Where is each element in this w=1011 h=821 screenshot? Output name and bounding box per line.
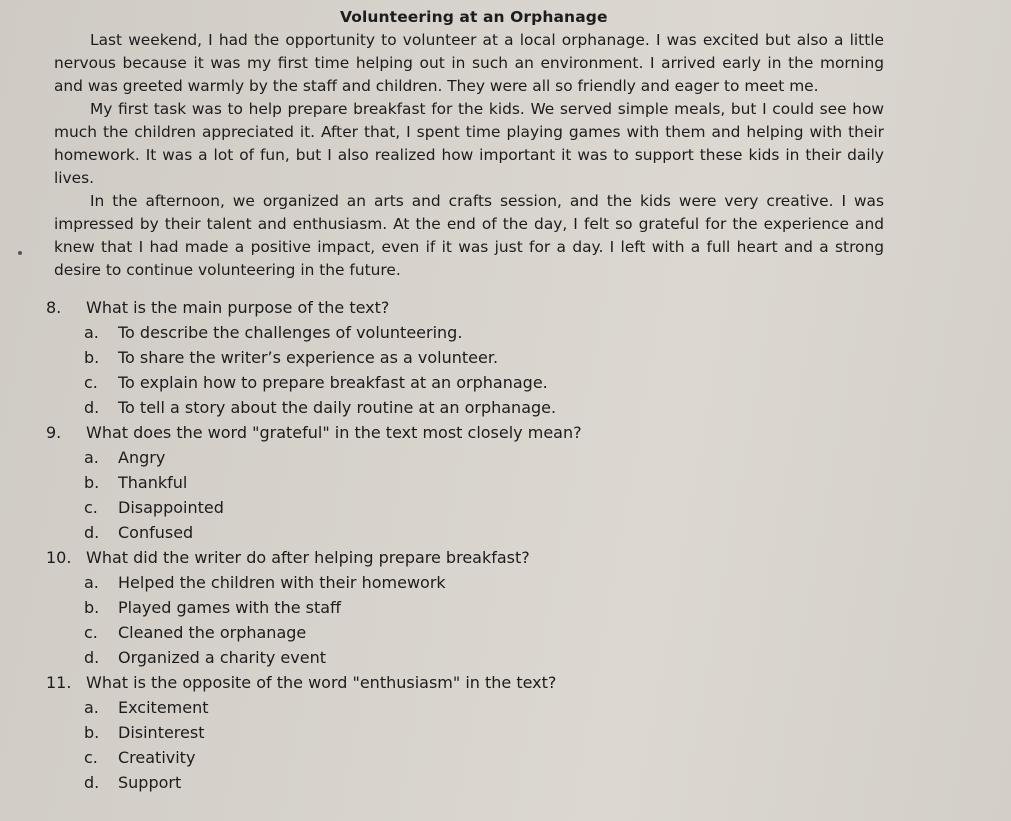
answer-options bbox=[46, 320, 646, 420]
option-text: Angry bbox=[118, 448, 166, 467]
option-letter: d. bbox=[84, 523, 100, 542]
option-text: Creativity bbox=[118, 748, 196, 767]
question-10 bbox=[46, 545, 646, 670]
answer-options bbox=[46, 695, 646, 795]
answer-option[interactable] bbox=[46, 570, 646, 595]
reading-passage bbox=[54, 29, 884, 282]
option-text: To share the writer’s experience as a volunteer. bbox=[118, 348, 499, 367]
answer-options bbox=[46, 445, 646, 545]
question-8 bbox=[46, 295, 646, 420]
option-letter: c. bbox=[84, 373, 98, 392]
answer-option[interactable] bbox=[46, 395, 646, 420]
answer-option[interactable] bbox=[46, 645, 646, 670]
option-letter: c. bbox=[84, 623, 98, 642]
option-text: To describe the challenges of volunteering. bbox=[118, 323, 463, 342]
option-letter: b. bbox=[84, 348, 100, 367]
option-letter: a. bbox=[84, 323, 99, 342]
answer-option[interactable] bbox=[46, 620, 646, 645]
option-text: Confused bbox=[118, 523, 194, 542]
option-letter: a. bbox=[84, 448, 99, 467]
question-list bbox=[46, 295, 646, 795]
answer-option[interactable] bbox=[46, 320, 646, 345]
answer-option[interactable] bbox=[46, 770, 646, 795]
option-letter: c. bbox=[84, 498, 98, 517]
question-stem bbox=[46, 420, 646, 445]
option-text: Disappointed bbox=[118, 498, 224, 517]
option-letter: b. bbox=[84, 473, 100, 492]
question-text: What is the main purpose of the text? bbox=[86, 298, 390, 317]
question-text: What did the writer do after helping prepare breakfast? bbox=[86, 548, 530, 567]
option-text: Disinterest bbox=[118, 723, 205, 742]
answer-option[interactable] bbox=[46, 520, 646, 545]
option-letter: b. bbox=[84, 723, 100, 742]
answer-option[interactable] bbox=[46, 695, 646, 720]
question-text: What is the opposite of the word "enthusiasm" in the text? bbox=[86, 673, 557, 692]
question-number: 8. bbox=[46, 298, 62, 317]
passage-paragraph: My first task was to help prepare breakfast for the kids. We served simple meals, but I could see how much the children appreciated it. After that, I spent time playing games with them and helping with their homework. It was a lot of fun, but I also realized how important it was to support these kids in their daily lives. bbox=[54, 100, 884, 187]
option-letter: d. bbox=[84, 648, 100, 667]
option-text: To tell a story about the daily routine at an orphanage. bbox=[118, 398, 557, 417]
question-stem bbox=[46, 670, 646, 695]
answer-option[interactable] bbox=[46, 720, 646, 745]
question-stem bbox=[46, 545, 646, 570]
option-letter: c. bbox=[84, 748, 98, 767]
question-11 bbox=[46, 670, 646, 795]
answer-option[interactable] bbox=[46, 595, 646, 620]
answer-option[interactable] bbox=[46, 745, 646, 770]
question-number: 9. bbox=[46, 423, 62, 442]
option-letter: a. bbox=[84, 573, 99, 592]
option-text: Organized a charity event bbox=[118, 648, 326, 667]
option-text: Helped the children with their homework bbox=[118, 573, 446, 592]
option-letter: d. bbox=[84, 773, 100, 792]
question-9 bbox=[46, 420, 646, 545]
passage-paragraph: Last weekend, I had the opportunity to volunteer at a local orphanage. I was excited but also a little nervous because it was my first time helping out in such an environment. I arrived early in the morning and was greeted warmly by the staff and children. They were all so friendly and eager to meet me. bbox=[54, 31, 884, 95]
question-text: What does the word "grateful" in the text most closely mean? bbox=[86, 423, 582, 442]
option-text: Cleaned the orphanage bbox=[118, 623, 307, 642]
answer-option[interactable] bbox=[46, 470, 646, 495]
question-number: 10. bbox=[46, 548, 72, 567]
option-letter: b. bbox=[84, 598, 100, 617]
page-title: Volunteering at an Orphanage bbox=[340, 8, 608, 26]
option-text: To explain how to prepare breakfast at an orphanage. bbox=[118, 373, 548, 392]
option-text: Support bbox=[118, 773, 182, 792]
margin-mark bbox=[18, 251, 22, 255]
option-text: Thankful bbox=[118, 473, 188, 492]
answer-option[interactable] bbox=[46, 495, 646, 520]
answer-option[interactable] bbox=[46, 345, 646, 370]
question-number: 11. bbox=[46, 673, 72, 692]
option-letter: d. bbox=[84, 398, 100, 417]
answer-option[interactable] bbox=[46, 370, 646, 395]
option-text: Played games with the staff bbox=[118, 598, 342, 617]
answer-options bbox=[46, 570, 646, 670]
option-text: Excitement bbox=[118, 698, 209, 717]
question-stem bbox=[46, 295, 646, 320]
option-letter: a. bbox=[84, 698, 99, 717]
passage-paragraph: In the afternoon, we organized an arts and crafts session, and the kids were very creative. I was impressed by their talent and enthusiasm. At the end of the day, I felt so grateful for the experience and knew that I had made a positive impact, even if it was just for a day. I left with a full heart and a strong desire to continue volunteering in the future. bbox=[54, 192, 884, 279]
answer-option[interactable] bbox=[46, 445, 646, 470]
